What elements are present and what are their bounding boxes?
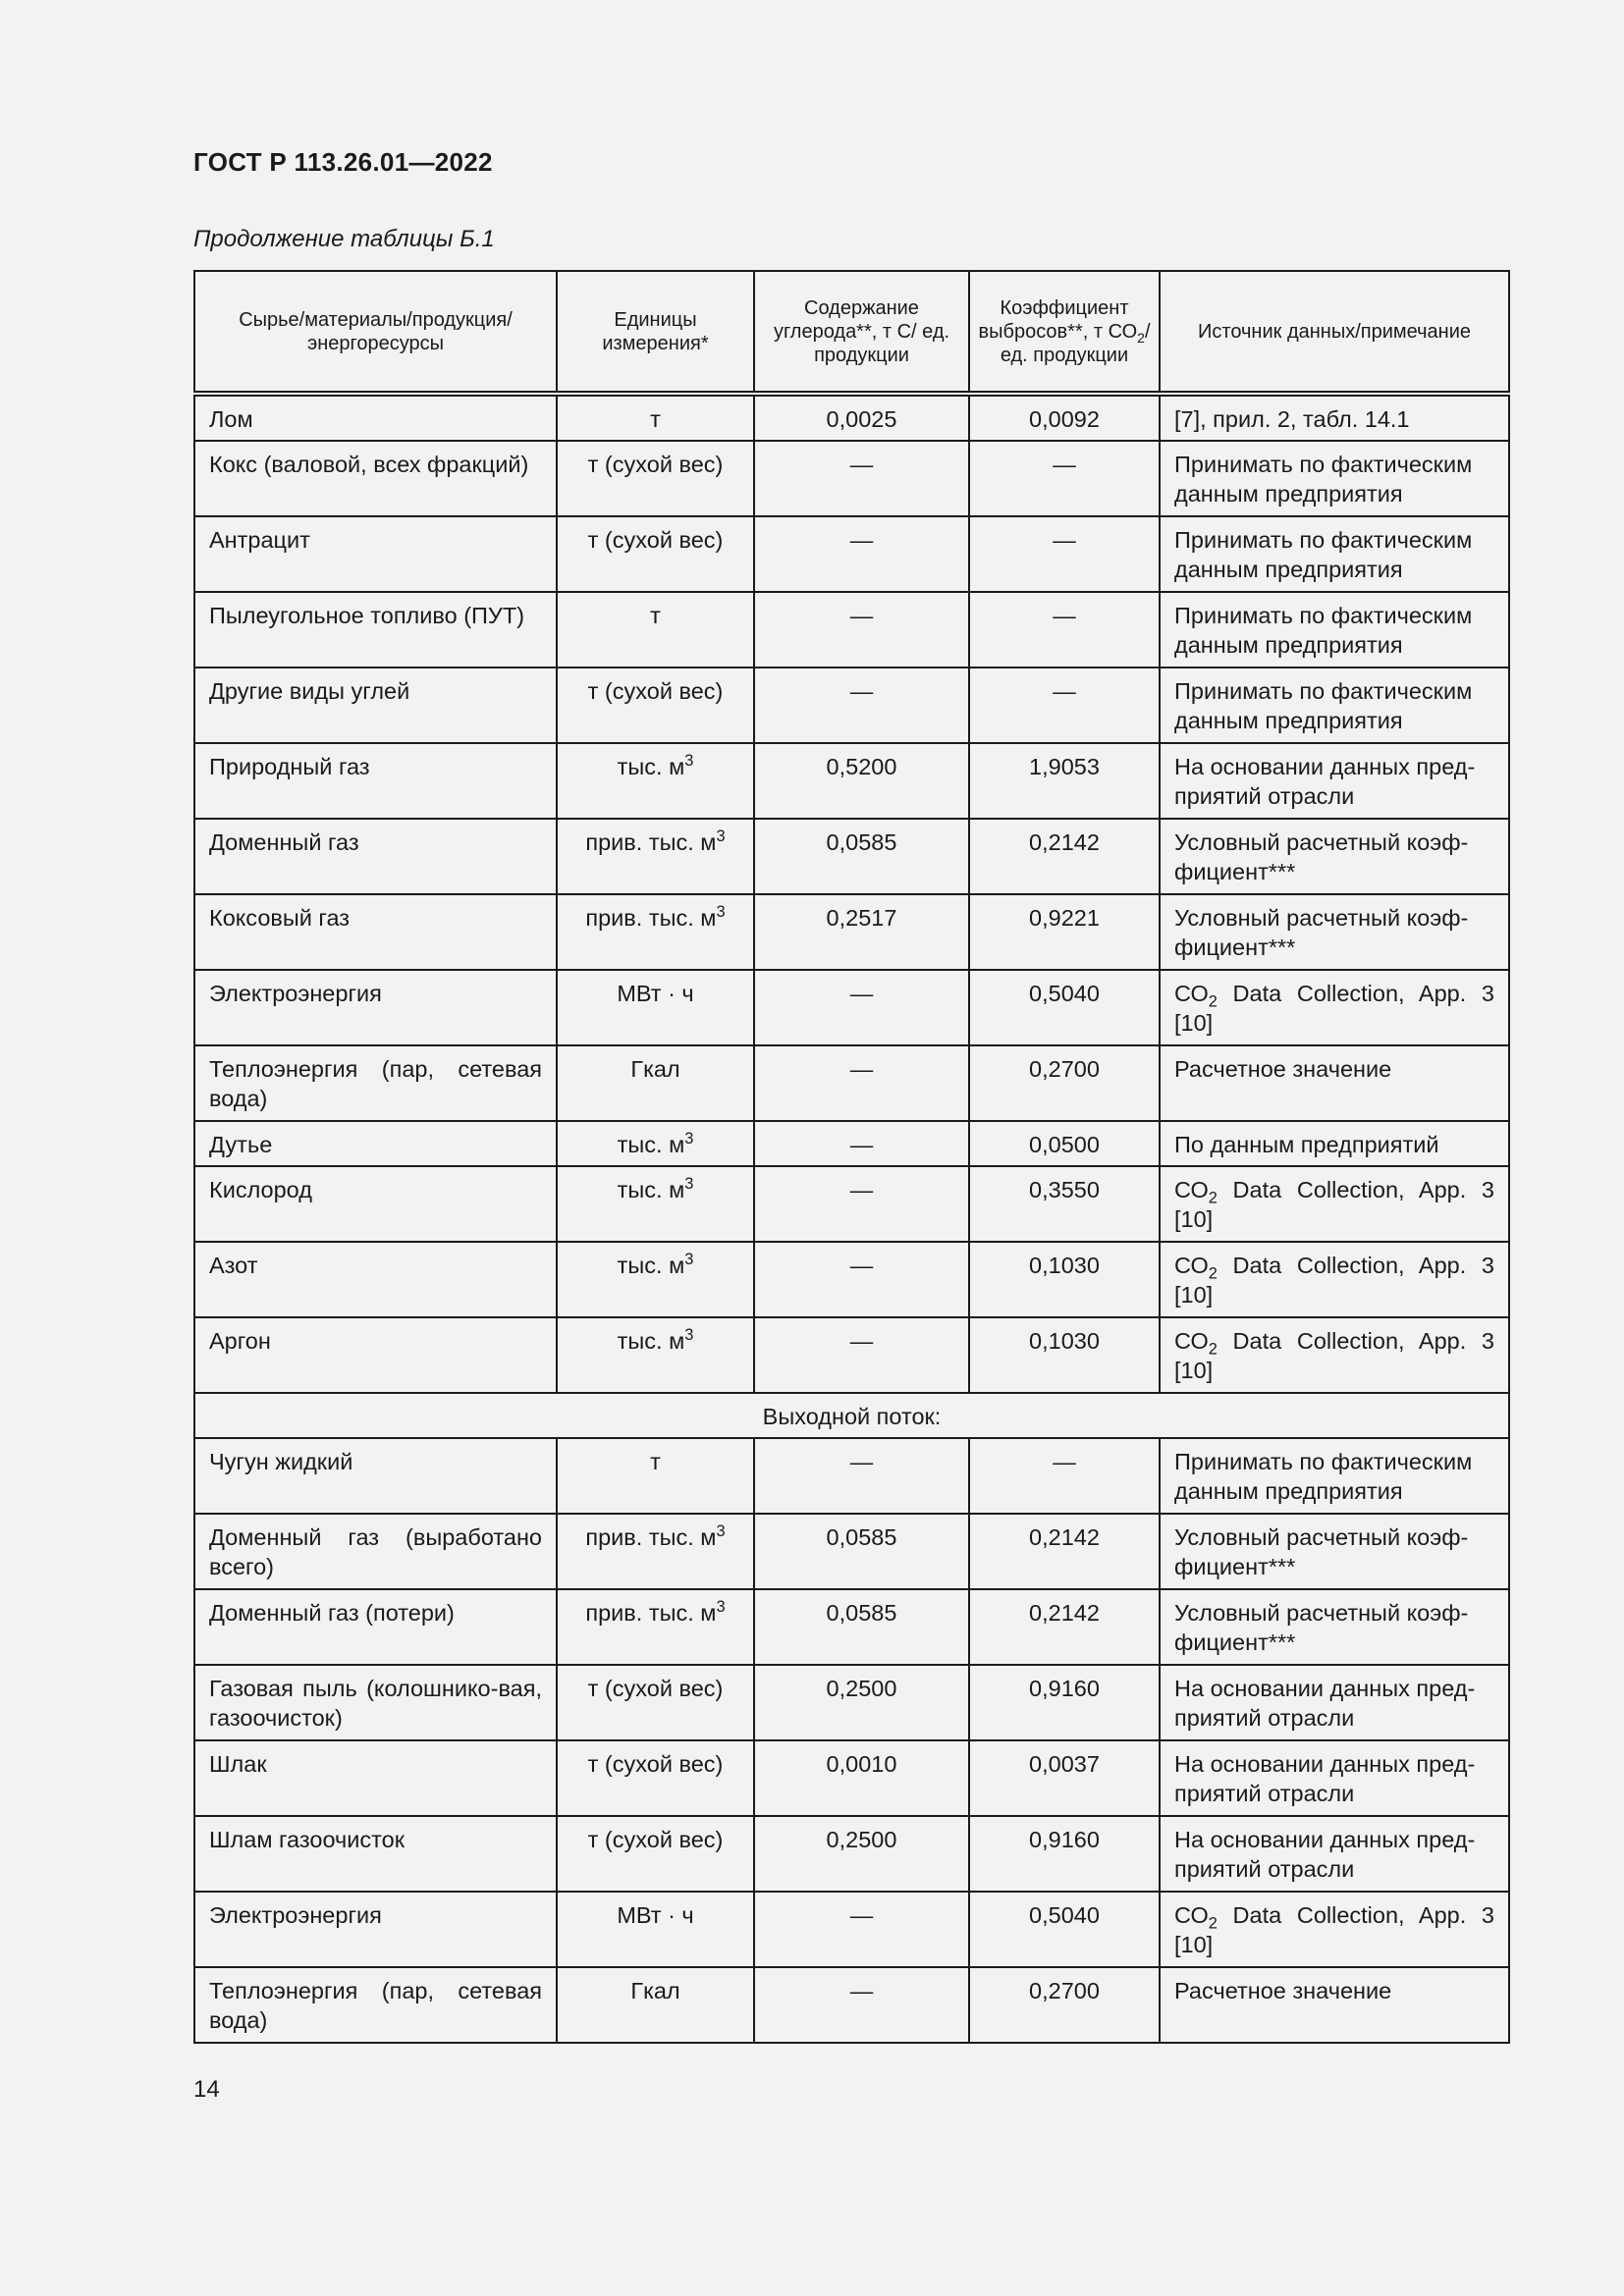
cell-material: Кислород bbox=[194, 1166, 557, 1242]
cell-material: Природный газ bbox=[194, 743, 557, 819]
cell-carbon-content: 0,2500 bbox=[754, 1665, 969, 1740]
cell-source: На основании данных пред-приятий отрасли bbox=[1160, 1740, 1509, 1816]
cell-emission-factor: 0,2700 bbox=[969, 1045, 1160, 1121]
header-material: Сырье/материалы/продукция/ энергоресурсы bbox=[194, 271, 557, 394]
cell-source: Условный расчетный коэф-фициент*** bbox=[1160, 819, 1509, 894]
cell-unit: т (сухой вес) bbox=[557, 667, 754, 743]
cell-material: Коксовый газ bbox=[194, 894, 557, 970]
page-number: 14 bbox=[193, 2076, 220, 2103]
cell-source: Условный расчетный коэф-фициент*** bbox=[1160, 894, 1509, 970]
cell-emission-factor: 0,9221 bbox=[969, 894, 1160, 970]
cell-emission-factor: 0,2700 bbox=[969, 1967, 1160, 2043]
cell-carbon-content: 0,0585 bbox=[754, 1514, 969, 1589]
table-row bbox=[194, 1589, 1509, 1665]
cell-source: По данным предприятий bbox=[1160, 1121, 1509, 1166]
cell-carbon-content: 0,0585 bbox=[754, 819, 969, 894]
cell-emission-factor: 0,9160 bbox=[969, 1665, 1160, 1740]
cell-source: Расчетное значение bbox=[1160, 1045, 1509, 1121]
cell-carbon-content: 0,5200 bbox=[754, 743, 969, 819]
cell-emission-factor: 0,2142 bbox=[969, 819, 1160, 894]
table-row bbox=[194, 1438, 1509, 1514]
cell-material: Дутье bbox=[194, 1121, 557, 1166]
cell-emission-factor: 0,5040 bbox=[969, 1892, 1160, 1967]
cell-source: $СО_2$ Data Collection, App. 3 [10] bbox=[1160, 1242, 1509, 1317]
table-row bbox=[194, 1045, 1509, 1121]
table-row bbox=[194, 1317, 1509, 1393]
cell-source: На основании данных пред-приятий отрасли bbox=[1160, 1665, 1509, 1740]
cell-material: Шлам газоочисток bbox=[194, 1816, 557, 1892]
cell-emission-factor: 0,2142 bbox=[969, 1514, 1160, 1589]
standard-title: ГОСТ Р 113.26.01—2022 bbox=[193, 147, 493, 177]
table-row bbox=[194, 441, 1509, 516]
cell-source: Принимать по фактическим данным предприятия bbox=[1160, 441, 1509, 516]
cell-emission-factor: — bbox=[969, 592, 1160, 667]
table-row bbox=[194, 1892, 1509, 1967]
cell-material: Аргон bbox=[194, 1317, 557, 1393]
cell-carbon-content: — bbox=[754, 970, 969, 1045]
cell-material: Теплоэнергия (пар, сетевая вода) bbox=[194, 1967, 557, 2043]
cell-emission-factor: 0,5040 bbox=[969, 970, 1160, 1045]
cell-unit: тыс. $м^3$ bbox=[557, 1166, 754, 1242]
cell-unit: прив. тыс. $м^3$ bbox=[557, 1514, 754, 1589]
cell-material: Кокс (валовой, всех фракций) bbox=[194, 441, 557, 516]
cell-carbon-content: — bbox=[754, 592, 969, 667]
cell-source: Принимать по фактическим данным предприятия bbox=[1160, 592, 1509, 667]
cell-emission-factor: 0,0092 bbox=[969, 394, 1160, 441]
cell-emission-factor: 0,1030 bbox=[969, 1317, 1160, 1393]
cell-unit: т (сухой вес) bbox=[557, 516, 754, 592]
table-row bbox=[194, 1514, 1509, 1589]
table-row bbox=[194, 516, 1509, 592]
cell-carbon-content: — bbox=[754, 1438, 969, 1514]
cell-carbon-content: — bbox=[754, 1317, 969, 1393]
cell-unit: т bbox=[557, 592, 754, 667]
emissions-table bbox=[193, 270, 1510, 2044]
table-row bbox=[194, 743, 1509, 819]
cell-source: $СО_2$ Data Collection, App. 3 [10] bbox=[1160, 1166, 1509, 1242]
cell-unit: т (сухой вес) bbox=[557, 441, 754, 516]
table-caption: Продолжение таблицы Б.1 bbox=[193, 226, 495, 252]
cell-material: Доменный газ (потери) bbox=[194, 1589, 557, 1665]
cell-unit: тыс. $м^3$ bbox=[557, 1317, 754, 1393]
cell-source: На основании данных пред-приятий отрасли bbox=[1160, 743, 1509, 819]
cell-unit: т (сухой вес) bbox=[557, 1740, 754, 1816]
cell-source: [7], прил. 2, табл. 14.1 bbox=[1160, 394, 1509, 441]
cell-carbon-content: — bbox=[754, 1892, 969, 1967]
cell-unit: прив. тыс. $м^3$ bbox=[557, 1589, 754, 1665]
table-header-row bbox=[194, 271, 1509, 394]
cell-emission-factor: 0,0037 bbox=[969, 1740, 1160, 1816]
table-row bbox=[194, 1816, 1509, 1892]
cell-carbon-content: 0,2500 bbox=[754, 1816, 969, 1892]
cell-unit: прив. тыс. $м^3$ bbox=[557, 894, 754, 970]
cell-source: $СО_2$ Data Collection, App. 3 [10] bbox=[1160, 1892, 1509, 1967]
table-row bbox=[194, 1242, 1509, 1317]
cell-source: Расчетное значение bbox=[1160, 1967, 1509, 2043]
cell-source: $СО_2$ Data Collection, App. 3 [10] bbox=[1160, 970, 1509, 1045]
cell-source: Условный расчетный коэф-фициент*** bbox=[1160, 1589, 1509, 1665]
cell-carbon-content: — bbox=[754, 1242, 969, 1317]
cell-material: Другие виды углей bbox=[194, 667, 557, 743]
cell-source: Условный расчетный коэф-фициент*** bbox=[1160, 1514, 1509, 1589]
table-row bbox=[194, 894, 1509, 970]
cell-material: Газовая пыль (колошнико-вая, газоочисток) bbox=[194, 1665, 557, 1740]
cell-material: Электроэнергия bbox=[194, 970, 557, 1045]
table-row bbox=[194, 1166, 1509, 1242]
cell-unit: Гкал bbox=[557, 1967, 754, 2043]
cell-source: Принимать по фактическим данным предприятия bbox=[1160, 1438, 1509, 1514]
table-row bbox=[194, 970, 1509, 1045]
cell-unit: т bbox=[557, 394, 754, 441]
cell-unit: т (сухой вес) bbox=[557, 1665, 754, 1740]
cell-material: Доменный газ bbox=[194, 819, 557, 894]
table-row bbox=[194, 819, 1509, 894]
cell-material: Теплоэнергия (пар, сетевая вода) bbox=[194, 1045, 557, 1121]
cell-unit: т bbox=[557, 1438, 754, 1514]
cell-material: Пылеугольное топливо (ПУТ) bbox=[194, 592, 557, 667]
cell-unit: Гкал bbox=[557, 1045, 754, 1121]
section-row bbox=[194, 1393, 1509, 1438]
cell-unit: т (сухой вес) bbox=[557, 1816, 754, 1892]
cell-material: Электроэнергия bbox=[194, 1892, 557, 1967]
cell-material: Доменный газ (выработано всего) bbox=[194, 1514, 557, 1589]
cell-source: $СО_2$ Data Collection, App. 3 [10] bbox=[1160, 1317, 1509, 1393]
cell-emission-factor: 0,3550 bbox=[969, 1166, 1160, 1242]
cell-emission-factor: 1,9053 bbox=[969, 743, 1160, 819]
cell-carbon-content: 0,0585 bbox=[754, 1589, 969, 1665]
cell-carbon-content: — bbox=[754, 1166, 969, 1242]
cell-unit: тыс. $м^3$ bbox=[557, 1121, 754, 1166]
cell-carbon-content: — bbox=[754, 1121, 969, 1166]
cell-unit: прив. тыс. $м^3$ bbox=[557, 819, 754, 894]
cell-emission-factor: — bbox=[969, 441, 1160, 516]
cell-material: Лом bbox=[194, 394, 557, 441]
table-row bbox=[194, 1740, 1509, 1816]
cell-carbon-content: 0,0010 bbox=[754, 1740, 969, 1816]
cell-unit: МВт · ч bbox=[557, 970, 754, 1045]
cell-unit: тыс. $м^3$ bbox=[557, 743, 754, 819]
cell-material: Шлак bbox=[194, 1740, 557, 1816]
cell-carbon-content: — bbox=[754, 1967, 969, 2043]
table-row bbox=[194, 592, 1509, 667]
cell-material: Чугун жидкий bbox=[194, 1438, 557, 1514]
cell-emission-factor: — bbox=[969, 667, 1160, 743]
cell-carbon-content: — bbox=[754, 441, 969, 516]
cell-carbon-content: 0,0025 bbox=[754, 394, 969, 441]
cell-material: Азот bbox=[194, 1242, 557, 1317]
cell-emission-factor: 0,0500 bbox=[969, 1121, 1160, 1166]
cell-unit: тыс. $м^3$ bbox=[557, 1242, 754, 1317]
cell-material: Антрацит bbox=[194, 516, 557, 592]
header-emission-factor: Коэффициент выбросов**, т $СО_2/ед$. продукции bbox=[969, 271, 1160, 394]
table-row bbox=[194, 1121, 1509, 1166]
cell-source: Принимать по фактическим данным предприятия bbox=[1160, 667, 1509, 743]
cell-source: Принимать по фактическим данным предприятия bbox=[1160, 516, 1509, 592]
cell-carbon-content: 0,2517 bbox=[754, 894, 969, 970]
cell-emission-factor: — bbox=[969, 1438, 1160, 1514]
cell-emission-factor: 0,9160 bbox=[969, 1816, 1160, 1892]
header-unit: Единицы измерения* bbox=[557, 271, 754, 394]
table-row bbox=[194, 1665, 1509, 1740]
cell-source: На основании данных пред-приятий отрасли bbox=[1160, 1816, 1509, 1892]
cell-carbon-content: — bbox=[754, 1045, 969, 1121]
table-body bbox=[194, 394, 1509, 2043]
cell-emission-factor: — bbox=[969, 516, 1160, 592]
table-row bbox=[194, 667, 1509, 743]
cell-emission-factor: 0,2142 bbox=[969, 1589, 1160, 1665]
table-row bbox=[194, 1967, 1509, 2043]
cell-emission-factor: 0,1030 bbox=[969, 1242, 1160, 1317]
section-label: Выходной поток: bbox=[194, 1393, 1509, 1438]
cell-carbon-content: — bbox=[754, 667, 969, 743]
header-carbon-content: Содержание углерода**, т С/ ед. продукции bbox=[754, 271, 969, 394]
cell-carbon-content: — bbox=[754, 516, 969, 592]
table-row bbox=[194, 394, 1509, 441]
header-source: Источник данных/примечание bbox=[1160, 271, 1509, 394]
cell-unit: МВт · ч bbox=[557, 1892, 754, 1967]
